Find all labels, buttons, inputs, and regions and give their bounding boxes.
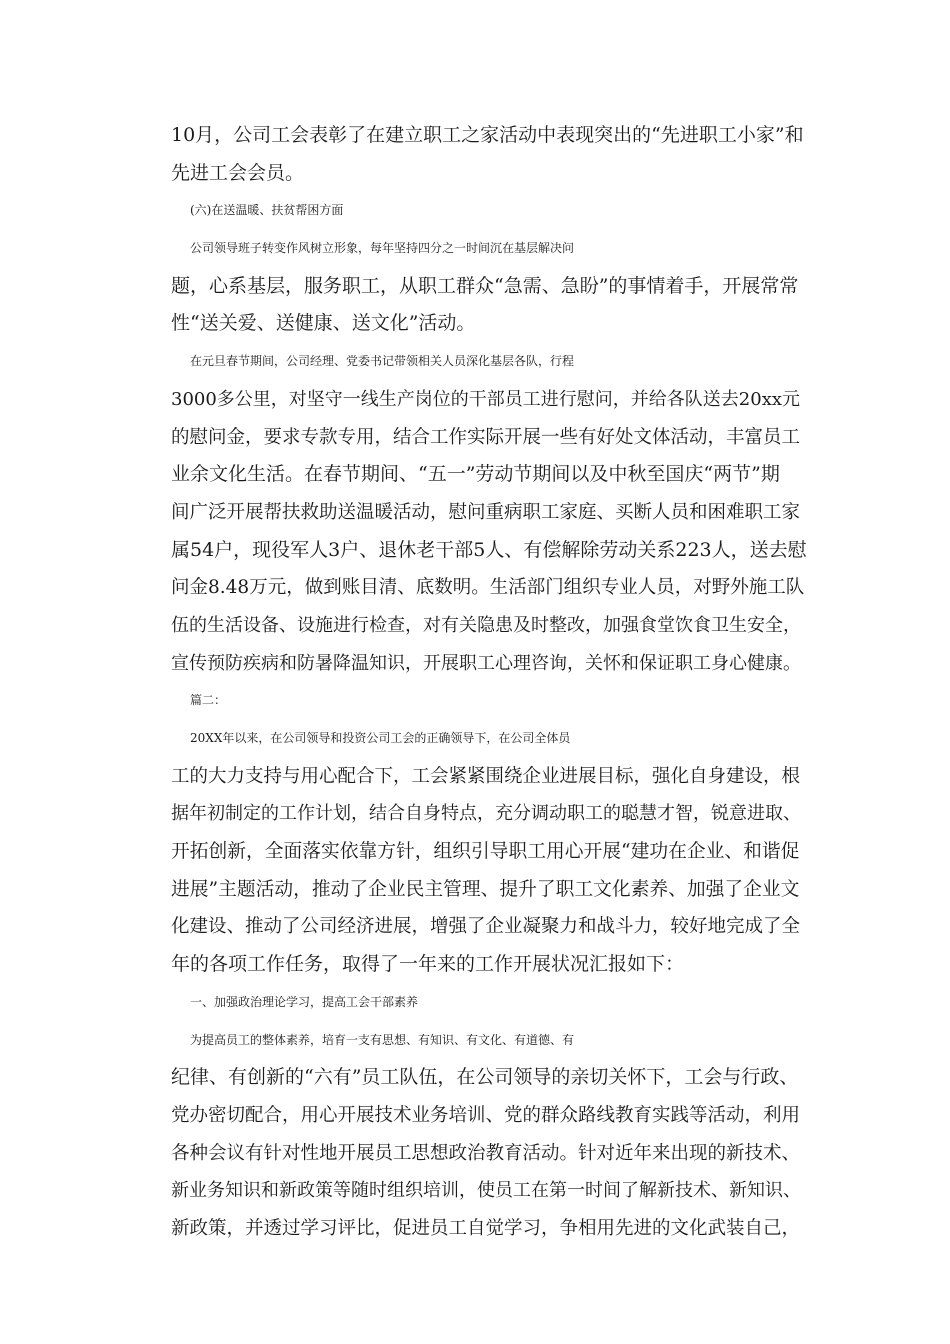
text-line: 性“送关爱、送健康、送文化”活动。 (171, 312, 476, 335)
text-line: 党办密切配合，用心开展技术业务培训、党的群众路线教育实践等活动，利用 (171, 1104, 801, 1126)
text-line: 一、加强政治理论学习，提高工会干部素养 (190, 994, 419, 1009)
text-line: 新业务知识和新政策等随时组织培训，使员工在第一时间了解新技术、新知识、 (171, 1180, 801, 1202)
text-line: 公司领导班子转变作风树立形象，每年坚持四分之一时间沉在基层解决问 (190, 241, 575, 256)
text-line: 宣传预防疾病和防暑降温知识，开展职工心理咨询，关怀和保证职工身心健康。 (171, 652, 801, 674)
text-line: 工的大力支持与用心配合下，工会紧紧围绕企业进展目标，强化自身建设，根 (171, 765, 801, 787)
document-body (171, 117, 807, 1248)
text-line: 开拓创新，全面落实依靠方针，组织引导职工用心开展“建功在企业、和谐促 (171, 841, 800, 863)
text-line: 10月，公司工会表彰了在建立职工之家活动中表现突出的“先进职工小家”和 (171, 124, 804, 146)
text-line: 3000多公里，对坚守一线生产岗位的干部员工进行慰问，并给各队送去20xx元 (171, 388, 801, 410)
text-line: 先进工会会员。 (171, 161, 305, 184)
text-line: 进展”主题活动，推动了企业民主管理、提升了职工文化素养、加强了企业文 (171, 878, 800, 900)
text-line: 题，心系基层，服务职工，从职工群众“急需、急盼”的事情着手，开展常常 (171, 274, 799, 297)
text-line: 纪律、有创新的“六有”员工队伍，在公司领导的亲切关怀下，工会与行政、 (171, 1066, 799, 1089)
text-line: 为提高员工的整体素养，培育一支有思想、有知识、有文化、有道德、有 (190, 1032, 575, 1047)
text-line: 业余文化生活。在春节期间、“五一”劳动节期间以及中秋至国庆“两节”期 (171, 463, 780, 486)
text-line: 20XX年以来，在公司领导和投资公司工会的正确领导下，在公司全体员 (190, 731, 571, 745)
text-line: 年的各项工作任务，取得了一年来的工作开展状况汇报如下： (171, 953, 685, 976)
text-line: (六)在送温暖、扶贫帮困方面 (190, 203, 344, 218)
text-line: 在元旦春节期间，公司经理、党委书记带领相关人员深化基层各队，行程 (190, 354, 575, 369)
text-line: 篇二： (190, 693, 227, 708)
text-line: 间广泛开展帮扶救助送温暖活动，慰问重病职工家庭、买断人员和困难职工家 (171, 501, 801, 523)
text-line: 化建设、推动了公司经济进展，增强了企业凝聚力和战斗力，较好地完成了全 (171, 916, 801, 938)
text-line: 的慰问金，要求专款专用，结合工作实际开展一些有好处文体活动，丰富员工 (171, 426, 801, 448)
text-line: 据年初制定的工作计划，结合自身特点，充分调动职工的聪慧才智，锐意进取、 (171, 803, 801, 825)
text-line: 问金8.48万元，做到账目清、底数明。生活部门组织专业人员，对野外施工队 (171, 577, 805, 599)
text-line: 各种会议有针对性地开展员工思想政治教育活动。针对近年来出现的新技术、 (171, 1142, 801, 1164)
text-line: 伍的生活设备、设施进行检查，对有关隐患及时整改，加强食堂饮食卫生安全， (171, 614, 801, 636)
text-line: 新政策，并透过学习评比，促进员工自觉学习，争相用先进的文化武装自己， (171, 1217, 801, 1239)
text-line: 属54户，现役军人3户、退休老干部5人、有偿解除劳动关系223人，送去慰 (171, 538, 807, 561)
